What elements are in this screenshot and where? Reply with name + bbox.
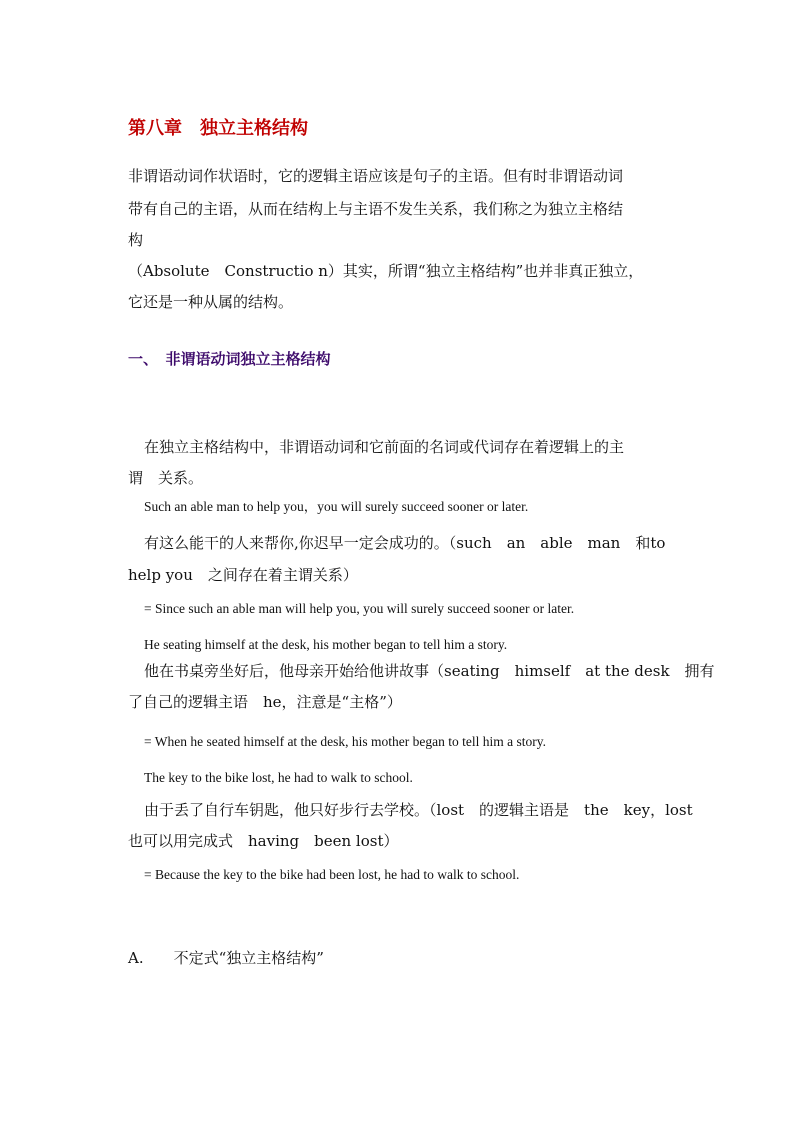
intro-line-4: （Absolute Constructio n）其实，所谓“独立主格结构”也并非真正独立，: [128, 262, 644, 280]
example-2-chinese-cont: 了自己的逻辑主语 he，注意是“主格”）: [128, 693, 402, 711]
chapter-title: 第八章 独立主格结构: [128, 118, 308, 139]
example-1-equivalent: = Since such an able man will help you, you will surely succeed sooner or later.: [144, 601, 575, 616]
example-3-equivalent: = Because the key to the bike had been lost, he had to walk to school.: [144, 867, 520, 882]
intro-line-3: 构: [128, 231, 144, 249]
example-3-english: The key to the bike lost, he had to walk to school.: [144, 770, 413, 785]
example-2-chinese: 他在书桌旁坐好后，他母亲开始给他讲故事（seating himself at the desk 拥有: [144, 662, 715, 680]
example-3-chinese: 由于丢了自行车钥匙，他只好步行去学校。（lost 的逻辑主语是 the key，lost: [144, 801, 693, 819]
example-3-chinese-cont: 也可以用完成式 having been lost）: [128, 832, 399, 850]
example-1-chinese: 有这么能干的人来帮你,你迟早一定会成功的。（such an able man 和to: [144, 534, 666, 552]
example-2-equivalent: = When he seated himself at the desk, his mother began to tell him a story.: [144, 734, 547, 749]
intro-line-5: 它还是一种从属的结构。: [128, 293, 294, 311]
example-1-chinese-cont: help you 之间存在着主谓关系）: [128, 566, 358, 584]
intro-line-2: 带有自己的主语，从而在结构上与主语不发生关系，我们称之为独立主格结: [128, 200, 624, 218]
section-paragraph-line-2: 谓 关系。: [128, 469, 204, 487]
example-1-english: Such an able man to help you，you will surely succeed sooner or later.: [144, 499, 529, 514]
subsection-a-heading: A. 不定式“独立主格结构”: [128, 949, 324, 967]
section-heading: 一、 非谓语动词独立主格结构: [128, 350, 331, 368]
section-paragraph-line-1: 在独立主格结构中，非谓语动词和它前面的名词或代词存在着逻辑上的主: [144, 438, 625, 456]
intro-line-1: 非谓语动词作状语时，它的逻辑主语应该是句子的主语。但有时非谓语动词: [128, 167, 624, 185]
example-2-english: He seating himself at the desk, his mother began to tell him a story.: [144, 637, 508, 652]
